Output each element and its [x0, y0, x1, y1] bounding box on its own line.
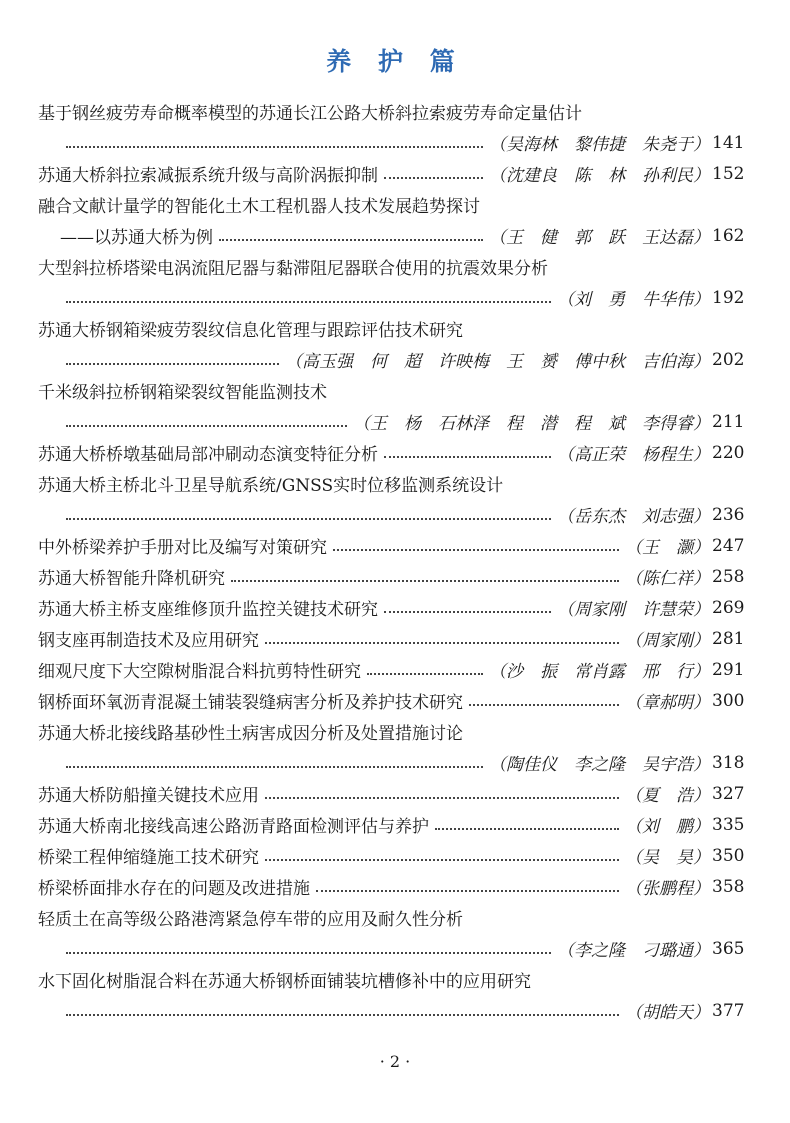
entry-page-number: 300: [712, 690, 745, 711]
entry-title: 苏通大桥北接线路基砂性土病害成因分析及处置措施讨论: [38, 724, 463, 744]
entry-authors: （章郝明）: [625, 693, 710, 713]
entry-authors: （夏 浩）: [625, 786, 710, 806]
entry-authors: （张鹏程）: [625, 879, 710, 899]
entry-authors: （胡皓天）: [625, 1003, 710, 1023]
entry-authors: （刘 勇 牛华伟）: [557, 290, 710, 310]
dot-leader: [316, 890, 619, 892]
entry-page-number: 335: [712, 814, 745, 835]
toc-entry[interactable]: [38, 561, 744, 592]
entry-authors: （王 健 郭 跃 王达磊）: [489, 228, 710, 248]
toc-entry-detail-line[interactable]: [38, 995, 744, 1026]
entry-page-number: 236: [712, 504, 745, 525]
toc-entry-detail-line[interactable]: [38, 406, 744, 437]
entry-title: 中外桥梁养护手册对比及编写对策研究: [38, 538, 327, 558]
dot-leader: [66, 425, 347, 427]
entry-page-number: 358: [712, 876, 745, 897]
dot-leader: [384, 456, 551, 458]
entry-authors: （沙 振 常肖露 邢 行）: [489, 662, 710, 682]
toc-entry[interactable]: [38, 840, 744, 871]
toc-entry[interactable]: [38, 158, 744, 189]
dot-leader: [384, 177, 483, 179]
toc-entry[interactable]: [38, 778, 744, 809]
entry-authors: （高正荣 杨程生）: [557, 445, 710, 465]
entry-page-number: 211: [712, 411, 745, 432]
entry-title: 苏通大桥钢箱梁疲劳裂纹信息化管理与跟踪评估技术研究: [38, 321, 463, 341]
entry-title: 细观尺度下大空隙树脂混合料抗剪特性研究: [38, 662, 361, 682]
dot-leader: [384, 611, 551, 613]
dot-leader: [333, 549, 619, 551]
entry-title: 桥梁桥面排水存在的问题及改进措施: [38, 879, 310, 899]
entry-authors: （陈仁祥）: [625, 569, 710, 589]
toc-entry-title-line[interactable]: [38, 251, 744, 282]
dot-leader: [66, 518, 551, 520]
entry-page-number: 162: [712, 225, 745, 246]
entry-authors: （王 灏）: [625, 538, 710, 558]
toc-entry[interactable]: [38, 685, 744, 716]
toc-entry[interactable]: [38, 809, 744, 840]
entry-page-number: 269: [712, 597, 745, 618]
entry-page-number: 318: [712, 752, 745, 773]
entry-title: 千米级斜拉桥钢箱梁裂纹智能监测技术: [38, 383, 327, 403]
toc-entry-title-line[interactable]: [38, 902, 744, 933]
entry-title: 苏通大桥主桥北斗卫星导航系统/GNSS实时位移监测系统设计: [38, 476, 504, 496]
entry-authors: （王 杨 石林泽 程 潜 程 斌 李得睿）: [353, 414, 710, 434]
entry-page-number: 141: [712, 132, 745, 153]
dot-leader: [219, 239, 483, 241]
entry-authors: （陶佳仪 李之隆 吴宇浩）: [489, 755, 710, 775]
toc-entry-detail-line[interactable]: [38, 499, 744, 530]
entry-authors: （李之隆 刁璐通）: [557, 941, 710, 961]
toc-entry[interactable]: [38, 871, 744, 902]
toc-entry-title-line[interactable]: [38, 468, 744, 499]
entry-authors: （高玉强 何 超 许映梅 王 赟 傅中秋 吉伯海）: [285, 352, 710, 372]
entry-subtitle: ——以苏通大桥为例: [60, 228, 213, 248]
entry-title: 苏通大桥智能升降机研究: [38, 569, 225, 589]
entry-page-number: 327: [712, 783, 745, 804]
toc-entry[interactable]: [38, 437, 744, 468]
entry-title: 苏通大桥桥墩基础局部冲刷动态演变特征分析: [38, 445, 378, 465]
dot-leader: [435, 828, 619, 830]
dot-leader: [367, 673, 483, 675]
toc-entry-detail-line[interactable]: [38, 282, 744, 313]
toc-entry-detail-line[interactable]: [38, 127, 744, 158]
page-number-footer: · 2 ·: [379, 1052, 411, 1071]
entry-title: 基于钢丝疲劳寿命概率模型的苏通长江公路大桥斜拉索疲劳寿命定量估计: [38, 104, 582, 124]
dot-leader: [469, 704, 619, 706]
entry-authors: （岳东杰 刘志强）: [557, 507, 710, 527]
entry-page-number: 291: [712, 659, 745, 680]
toc-entry-detail-line[interactable]: [38, 220, 744, 251]
dot-leader: [265, 859, 619, 861]
toc-entry[interactable]: [38, 592, 744, 623]
toc-entry-title-line[interactable]: [38, 375, 744, 406]
entry-page-number: 365: [712, 938, 745, 959]
dot-leader: [66, 146, 483, 148]
entry-title: 苏通大桥南北接线高速公路沥青路面检测评估与养护: [38, 817, 429, 837]
entry-page-number: 281: [712, 628, 745, 649]
entry-title: 桥梁工程伸缩缝施工技术研究: [38, 848, 259, 868]
entry-page-number: 220: [712, 442, 745, 463]
dot-leader: [265, 642, 619, 644]
entry-authors: （周家刚 许慧荣）: [557, 600, 710, 620]
toc-entry-title-line[interactable]: [38, 96, 744, 127]
section-title: 养 护 篇: [326, 47, 464, 76]
toc-entry-detail-line[interactable]: [38, 344, 744, 375]
entry-page-number: 152: [712, 163, 745, 184]
toc-entry[interactable]: [38, 623, 744, 654]
entry-title: 轻质土在高等级公路港湾紧急停车带的应用及耐久性分析: [38, 910, 463, 930]
entry-authors: （沈建良 陈 林 孙利民）: [489, 166, 710, 186]
entry-authors: （吴 昊）: [625, 848, 710, 868]
entry-title: 大型斜拉桥塔梁电涡流阻尼器与黏滞阻尼器联合使用的抗震效果分析: [38, 259, 548, 279]
entry-page-number: 258: [712, 566, 745, 587]
entry-page-number: 202: [712, 349, 745, 370]
toc-entry-title-line[interactable]: [38, 189, 744, 220]
entry-title: 苏通大桥主桥支座维修顶升监控关键技术研究: [38, 600, 378, 620]
entry-title: 融合文献计量学的智能化土木工程机器人技术发展趋势探讨: [38, 197, 480, 217]
dot-leader: [66, 363, 279, 365]
toc-entry[interactable]: [38, 530, 744, 561]
entry-page-number: 247: [712, 535, 745, 556]
entry-page-number: 350: [712, 845, 745, 866]
toc-entry-title-line[interactable]: [38, 313, 744, 344]
entry-title: 苏通大桥斜拉索减振系统升级与高阶涡振抑制: [38, 166, 378, 186]
toc-entry-title-line[interactable]: [38, 964, 744, 995]
dot-leader: [66, 766, 483, 768]
dot-leader: [265, 797, 619, 799]
toc-entry[interactable]: [38, 654, 744, 685]
entry-page-number: 377: [712, 1000, 745, 1021]
entry-authors: （周家刚）: [625, 631, 710, 651]
toc-entry-detail-line[interactable]: [38, 933, 744, 964]
toc-entry-detail-line[interactable]: [38, 747, 744, 778]
toc-entry-title-line[interactable]: [38, 716, 744, 747]
entry-title: 钢支座再制造技术及应用研究: [38, 631, 259, 651]
dot-leader: [66, 301, 551, 303]
entry-page-number: 192: [712, 287, 745, 308]
entry-authors: （刘 鹏）: [625, 817, 710, 837]
dot-leader: [231, 580, 619, 582]
table-of-contents: [38, 96, 744, 1026]
dot-leader: [66, 952, 551, 954]
dot-leader: [66, 1014, 619, 1016]
entry-title: 水下固化树脂混合料在苏通大桥钢桥面铺装坑槽修补中的应用研究: [38, 972, 531, 992]
entry-authors: （吴海林 黎伟捷 朱尧于）: [489, 135, 710, 155]
entry-title: 苏通大桥防船撞关键技术应用: [38, 786, 259, 806]
entry-title: 钢桥面环氧沥青混凝土铺装裂缝病害分析及养护技术研究: [38, 693, 463, 713]
